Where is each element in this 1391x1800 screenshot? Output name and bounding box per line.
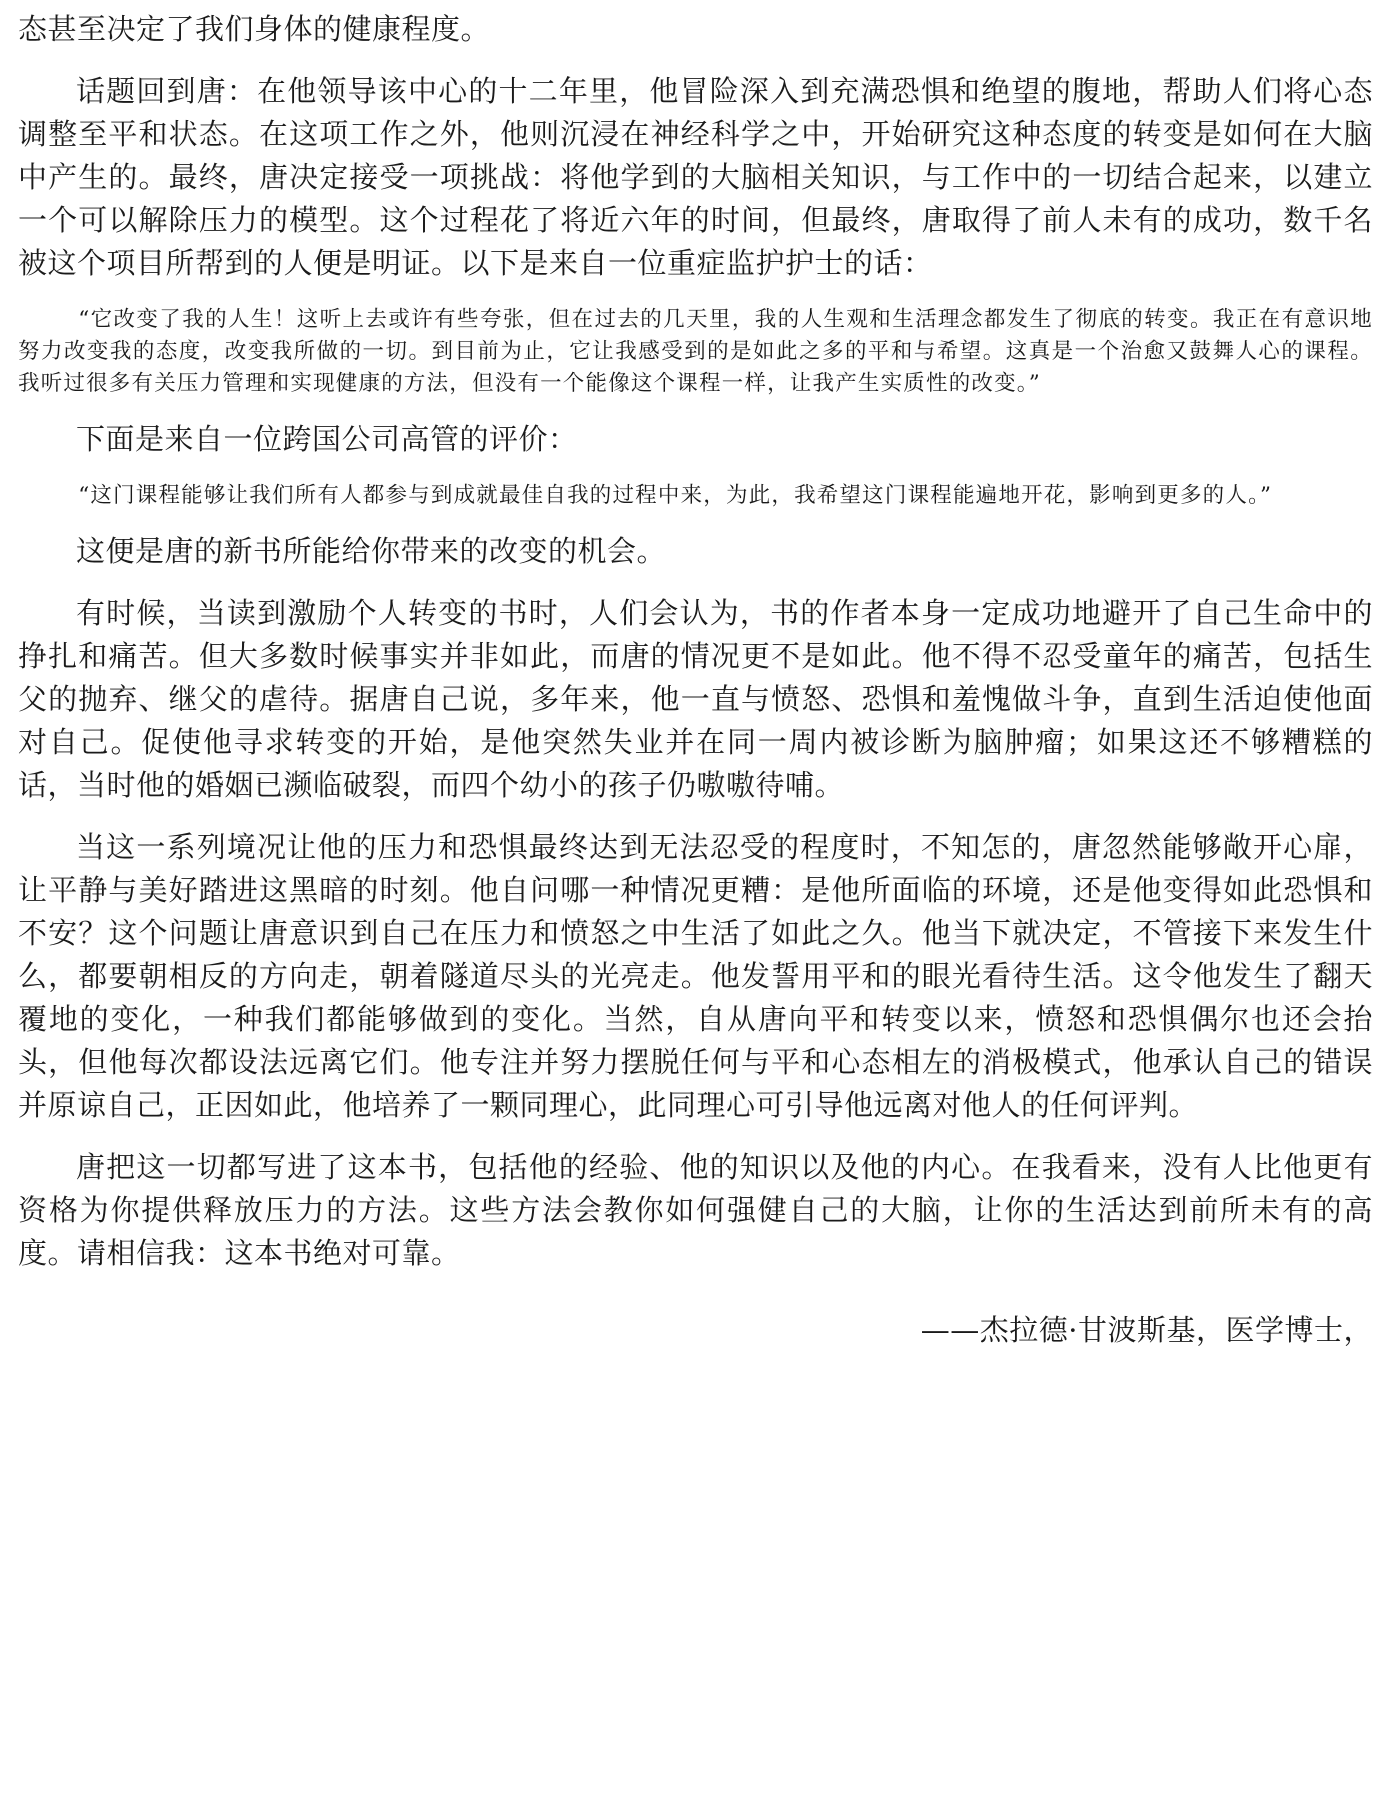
paragraph-tang-struggles: 有时候，当读到激励个人转变的书时，人们会认为，书的作者本身一定成功地避开了自己生命中的挣扎和痛苦。但大多数时候事实并非如此，而唐的情况更不是如此。他不得不忍受童年的痛苦，包括生父的抛弃、继父的虐待。据唐自己说，多年来，他一直与愤怒、恐惧和羞愧做斗争，直到生活迫使他面对自己。促使他寻求转变的开始，是他突然失业并在同一周内被诊断为脑肿瘤；如果这还不够糟糕的话，当时他的婚姻已濒临破裂，而四个幼小的孩子仍嗷嗷待哺。 [18,596,1373,802]
paragraph-executive-intro: 下面是来自一位跨国公司高管的评价： [76,422,578,456]
document-page [18,8,1373,1352]
quote-executive: “这门课程能够让我们所有人都参与到成就最佳自我的过程中来，为此，我希望这门课程能遍地开花，影响到更多的人。” [78,483,1273,508]
paragraph-tang-center: 话题回到唐：在他领导该中心的十二年里，他冒险深入到充满恐惧和绝望的腹地，帮助人们将心态调整至平和状态。在这项工作之外，他则沉浸在神经科学之中，开始研究这种态度的转变是如何在大脑中产生的。最终，唐决定接受一项挑战：将他学到的大脑相关知识，与工作中的一切结合起来，以建立一个可以解除压力的模型。这个过程花了将近六年的时间，但最终，唐取得了前人未有的成功，数千名被这个项目所帮到的人便是明证。以下是来自一位重症监护护士的话： [18,74,1373,280]
quote-nurse: “它改变了我的人生！这听上去或许有些夸张，但在过去的几天里，我的人生观和生活理念都发生了彻底的转变。我正在有意识地努力改变我的态度，改变我所做的一切。到目前为止，它让我感受到的是如此之多的平和与希望。这真是一个治愈又鼓舞人心的课程。我听过很多有关压力管理和实现健康的方法，但没有一个能像这个课程一样，让我产生实质性的改变。” [18,307,1373,396]
paragraph-book-recommendation: 唐把这一切都写进了这本书，包括他的经验、他的知识以及他的内心。在我看来，没有人比他更有资格为你提供释放压力的方法。这些方法会教你如何强健自己的大脑，让你的生活达到前所未有的高度。请相信我：这本书绝对可靠。 [18,1150,1373,1270]
author-signature: ——杰拉德·甘波斯基，医学博士， [920,1313,1373,1347]
paragraph-opportunity: 这便是唐的新书所能给你带来的改变的机会。 [76,534,667,568]
paragraph-tang-transformation: 当这一系列境况让他的压力和恐惧最终达到无法忍受的程度时，不知怎的，唐忽然能够敞开心扉，让平静与美好踏进这黑暗的时刻。他自问哪一种情况更糟：是他所面临的环境，还是他变得如此恐惧和不安？这个问题让唐意识到自己在压力和愤怒之中生活了如此之久。他当下就决定，不管接下来发生什么，都要朝相反的方向走，朝着隧道尽头的光亮走。他发誓用平和的眼光看待生活。这令他发生了翻天覆地的变化，一种我们都能够做到的变化。当然，自从唐向平和转变以来，愤怒和恐惧偶尔也还会抬头，但他每次都设法远离它们。他专注并努力摆脱任何与平和心态相左的消极模式，他承认自己的错误并原谅自己，正因如此，他培养了一颗同理心，此同理心可引导他远离对他人的任何评判。 [18,830,1373,1122]
paragraph-continuation: 态甚至决定了我们身体的健康程度。 [18,12,491,46]
